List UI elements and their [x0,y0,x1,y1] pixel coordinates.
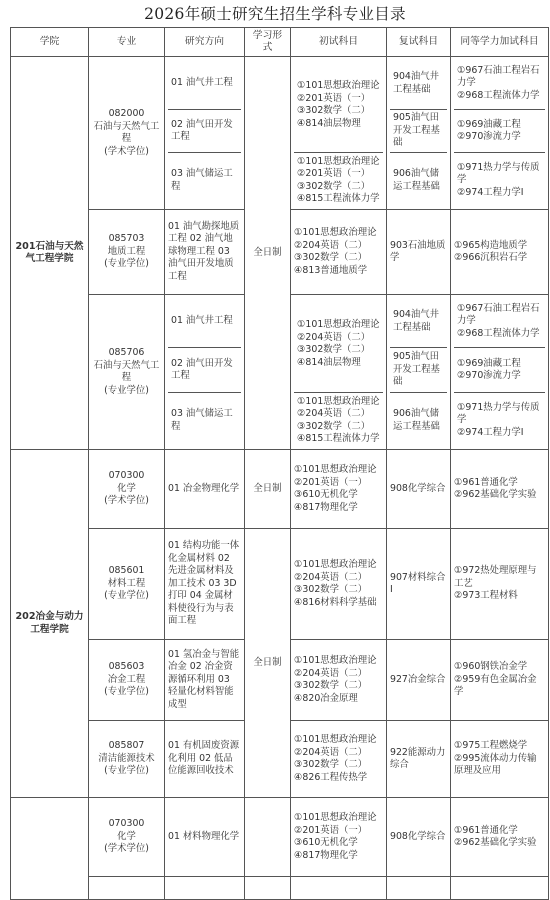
exam-item: ①101思想政治理论 [294,812,377,823]
direction-item: 03 油气储运工程 [171,408,233,432]
exam-cell [291,529,387,640]
exam-item: ①101思想政治理论 [297,395,380,407]
exam-cell [291,877,387,900]
direction-cell: 01 氢冶金与智能冶金 02 冶金资源循环利用 03 轻量化材料智能成型 [165,640,245,721]
major-name: 石油与天然气工程 [93,359,160,383]
exam-item: ④826工程传热学 [294,771,368,783]
exam-cell [291,57,387,210]
major-cell [89,210,165,295]
exam-item: ②204英语（二） [294,667,368,679]
retest-item: 905油气田开发工程基础 [390,348,447,393]
major-cell [89,798,165,877]
exam-item: ①101思想政治理论 [294,464,377,475]
exam-item: ①101思想政治理论 [294,227,377,238]
equivalent-item: ②962基础化学实验 [454,489,537,500]
equivalent-item: ①969油藏工程 [457,118,521,130]
direction-cell: 01 有机固废资源化利用 02 低品位能源回收技术 [165,721,245,798]
exam-item: ④816材料科学基础 [294,596,377,608]
exam-cell [291,721,387,798]
equivalent-list [454,153,545,208]
equivalent-item: ①967石油工程岩石力学 [457,302,540,327]
exam-cell [291,798,387,877]
direction-item: 01 油气井工程 [168,296,241,348]
exam-item: ③302数学（二） [294,584,368,595]
retest-item: 905油气田开发工程基础 [390,110,447,153]
exam-item: ②204英语（二） [294,746,368,758]
retest-cell: 907材料综合I [387,529,451,640]
equivalent-item: ①971热力学与传质学 [457,401,540,426]
direction-cell: 01 冶金物理化学 [165,450,245,529]
equivalent-list [454,110,545,153]
direction-cell [165,295,245,450]
direction-item: 03 油气储运工程 [171,168,233,192]
major-code: 070300 [108,818,145,830]
page-title: 2026年硕士研究生招生学科专业目录 [144,5,406,23]
header-exam: 初试科目 [291,28,387,57]
exam-list [294,58,383,153]
study-form-cell: 全日制 [245,57,291,450]
major-code: 085603 [108,661,145,673]
exam-item: ④817物理化学 [294,849,358,861]
exam-item: ②201英语（一） [297,168,371,179]
equivalent-item: ②970渗流力学 [457,131,521,142]
exam-item: ④813普通地质学 [294,264,368,276]
equivalent-cell [451,640,549,721]
equivalent-item: ②974工程力学I [457,426,524,438]
equivalent-list [454,348,545,393]
equivalent-item: ①960钢铁冶金学 [454,661,528,673]
equivalent-item: ①961普通化学 [454,824,518,836]
equivalent-item: ②974工程力学I [457,186,524,198]
exam-item: ④815工程流体力学 [297,433,380,444]
equivalent-cell [451,798,549,877]
equivalent-cell [451,210,549,295]
header-direction: 研究方向 [165,28,245,57]
exam-item: ②201英语（一） [294,824,368,836]
direction-cell: 01 材料物理化学 [165,798,245,877]
retest-item: 906油气储运工程基础 [393,168,440,192]
major-name: 石油与天然气工程 [93,120,160,144]
exam-item: ②204英语（二） [297,331,371,343]
retest-cell [387,877,451,900]
equivalent-item: ②959有色金属冶金学 [454,673,537,698]
major-name: 冶金工程 [107,673,146,685]
equivalent-item: ②962基础化学实验 [454,837,537,848]
major-cell [89,529,165,640]
equivalent-item: ②970渗流力学 [457,370,521,381]
header-row [11,28,549,57]
equivalent-list [454,393,545,448]
exam-item: ③302数学（二） [297,420,371,432]
study-form-cell [245,877,291,900]
direction-cell [165,57,245,210]
table-row [11,877,549,900]
exam-cell [291,210,387,295]
major-code: 070300 [108,470,145,482]
exam-list [294,296,383,393]
retest-cell: 908化学综合 [387,798,451,877]
major-code: 082000 [108,108,145,119]
exam-cell [291,295,387,450]
major-type: (专业学位) [104,686,149,698]
study-form-cell: 全日制 [245,450,291,529]
exam-item: ③302数学（二） [297,180,371,192]
equivalent-cell [451,877,549,900]
exam-item: ①101思想政治理论 [294,559,377,570]
equivalent-cell [451,57,549,210]
equivalent-list [454,296,545,348]
exam-item: ①101思想政治理论 [294,734,377,745]
exam-cell [291,640,387,721]
exam-cell [291,450,387,529]
equivalent-item: ①975工程燃烧学 [454,740,528,752]
exam-item: ②204英语（二） [297,408,371,419]
exam-item: ④814油层物理 [297,356,361,368]
direction-item: 01 油气井工程 [168,58,241,110]
exam-item: ①101思想政治理论 [294,655,377,666]
retest-item: 904油气井工程基础 [390,58,447,110]
major-cell [89,721,165,798]
equivalent-item: ②968工程流体力学 [457,327,540,339]
header-major: 专业 [89,28,165,57]
major-code: 085703 [108,233,145,245]
equivalent-item: ①965构造地质学 [454,239,528,251]
major-code: 085807 [108,740,145,752]
exam-item: ④814油层物理 [297,117,361,129]
exam-item: ②201英语（一） [294,476,368,488]
equivalent-cell [451,529,549,640]
exam-item: ②204英语（二） [294,239,368,251]
equivalent-cell [451,450,549,529]
table-row [11,57,549,210]
exam-item: ③302数学（二） [294,680,368,691]
retest-item: 906油气储运工程基础 [393,408,440,432]
exam-list [294,393,383,448]
exam-list [294,153,383,208]
exam-item: ①101思想政治理论 [297,155,380,167]
direction-cell: 01 油气勘探地质工程 02 油气地球物理工程 03 油气田开发地质工程 [165,210,245,295]
table-row [11,798,549,877]
major-type: (学术学位) [104,843,149,855]
major-type: (学术学位) [104,495,149,507]
retest-cell: 922能源动力综合 [387,721,451,798]
exam-item: ④815工程流体力学 [297,193,380,204]
exam-item: ④817物理化学 [294,501,358,513]
exam-item: ③302数学（二） [294,759,368,770]
major-name: 地质工程 [107,245,146,257]
major-name: 化学 [117,482,136,494]
exam-item: ③302数学（二） [294,252,368,263]
equivalent-item: ①967石油工程岩石力学 [457,64,540,89]
exam-item: ①101思想政治理论 [297,319,380,330]
major-type: (专业学位) [104,384,149,396]
header-equivalent: 同等学力加试科目 [451,28,549,57]
equivalent-item: ②973工程材料 [454,590,518,602]
equivalent-list [454,58,545,110]
equivalent-cell [451,295,549,450]
table-row [11,529,549,640]
retest-cell: 908化学综合 [387,450,451,529]
equivalent-item: ②966沉积岩石学 [454,252,528,263]
retest-cell: 903石油地质学 [387,210,451,295]
major-type: (专业学位) [104,590,149,602]
header-study-form: 学习形式 [245,28,291,57]
exam-item: ③610无机化学 [294,489,358,500]
major-code: 085601 [108,565,145,577]
major-name: 清洁能源技术 [98,752,155,764]
retest-item: 904油气井工程基础 [390,296,447,348]
equivalent-item: ①969油藏工程 [457,357,521,369]
retest-cell: 927冶金综合 [387,640,451,721]
major-cell [89,295,165,450]
study-form-cell: 全日制 [245,529,291,798]
major-cell [89,57,165,210]
exam-item: ①101思想政治理论 [297,80,380,91]
exam-item: ③610无机化学 [294,837,358,848]
direction-cell [165,877,245,900]
catalog-table [10,27,549,900]
table-row [11,450,549,529]
major-code: 085706 [108,347,145,358]
major-type: (专业学位) [104,765,149,777]
college-cell: 202冶金与动力工程学院 [11,450,89,798]
major-cell [89,450,165,529]
major-type: (专业学位) [104,258,149,270]
equivalent-item: ①971热力学与传质学 [457,161,540,186]
exam-item: ③302数学（二） [297,105,371,116]
major-name: 材料工程 [107,577,146,589]
college-cell [11,798,89,900]
header-college: 学院 [11,28,89,57]
direction-item: 02 油气田开发工程 [168,348,241,393]
header-retest: 复试科目 [387,28,451,57]
exam-item: ③302数学（二） [297,344,371,355]
direction-cell: 01 结构功能一体化金属材料 02 先进金属材料及加工技术 03 3D打印 04 金属材料使役行为与表面工程 [165,529,245,640]
exam-item: ②204英语（二） [294,571,368,583]
equivalent-item: ②995流体动力传输原理及应用 [454,752,537,777]
retest-cell [387,295,451,450]
major-name: 化学 [117,830,136,842]
equivalent-item: ①972热处理原理与工艺 [454,565,537,589]
equivalent-item: ②968工程流体力学 [457,89,540,101]
major-cell [89,640,165,721]
equivalent-cell [451,721,549,798]
retest-cell [387,57,451,210]
major-type: (学术学位) [104,145,149,157]
equivalent-item: ①961普通化学 [454,476,518,488]
direction-item: 02 油气田开发工程 [168,110,241,153]
exam-item: ④820冶金原理 [294,692,358,704]
exam-item: ②201英语（一） [297,92,371,104]
college-cell: 201石油与天然气工程学院 [11,57,89,450]
major-cell [89,877,165,900]
study-form-cell [245,798,291,877]
